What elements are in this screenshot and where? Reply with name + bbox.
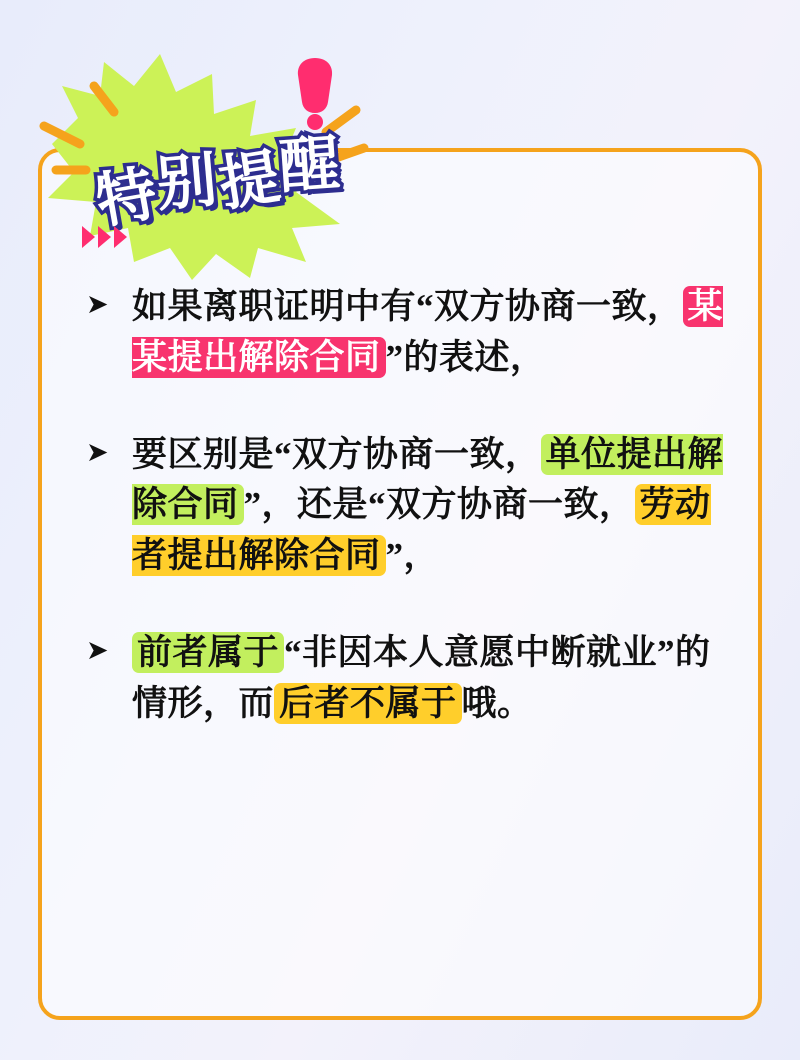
tip-paragraph-1 <box>132 282 726 384</box>
list-item <box>86 628 726 730</box>
bullet-arrow-icon: ➤ <box>86 436 109 467</box>
highlight-green: 前者属于 <box>132 632 284 673</box>
tip-segment: “非因本人意愿中断就业”的情形，而 <box>132 632 711 723</box>
tip-segment: ”， <box>385 536 440 575</box>
list-item <box>86 282 726 384</box>
tip-paragraph-2 <box>132 430 726 582</box>
list-item <box>86 430 726 582</box>
bullet-arrow-icon: ➤ <box>86 634 109 665</box>
highlight-green: 单位提出解除合同 <box>132 434 724 525</box>
chevron-right-icon <box>82 226 127 248</box>
highlight-pink: 某某提出解除合同 <box>132 287 724 377</box>
tip-paragraph-3 <box>132 628 726 730</box>
tips-list <box>86 282 726 775</box>
title-char-1: 特 <box>91 158 164 236</box>
highlight-yellow: 后者不属于 <box>274 683 462 724</box>
tip-segment: 要区别是“双方协商一致， <box>132 434 541 474</box>
tip-segment: 如果离职证明中有“双方协商一致， <box>132 287 683 326</box>
title-char-4: 醒 <box>277 129 344 201</box>
tip-segment: ”的表述， <box>385 337 546 377</box>
title-char-3: 提 <box>214 142 287 219</box>
highlight-yellow: 劳动者提出解除合同 <box>132 485 711 575</box>
tip-segment: 哦。 <box>461 683 533 723</box>
tip-segment: ”，还是“双方协商一致， <box>243 485 635 525</box>
title-banner <box>34 40 414 280</box>
bullet-arrow-icon: ➤ <box>86 289 109 319</box>
title-char-2: 别 <box>153 145 222 218</box>
